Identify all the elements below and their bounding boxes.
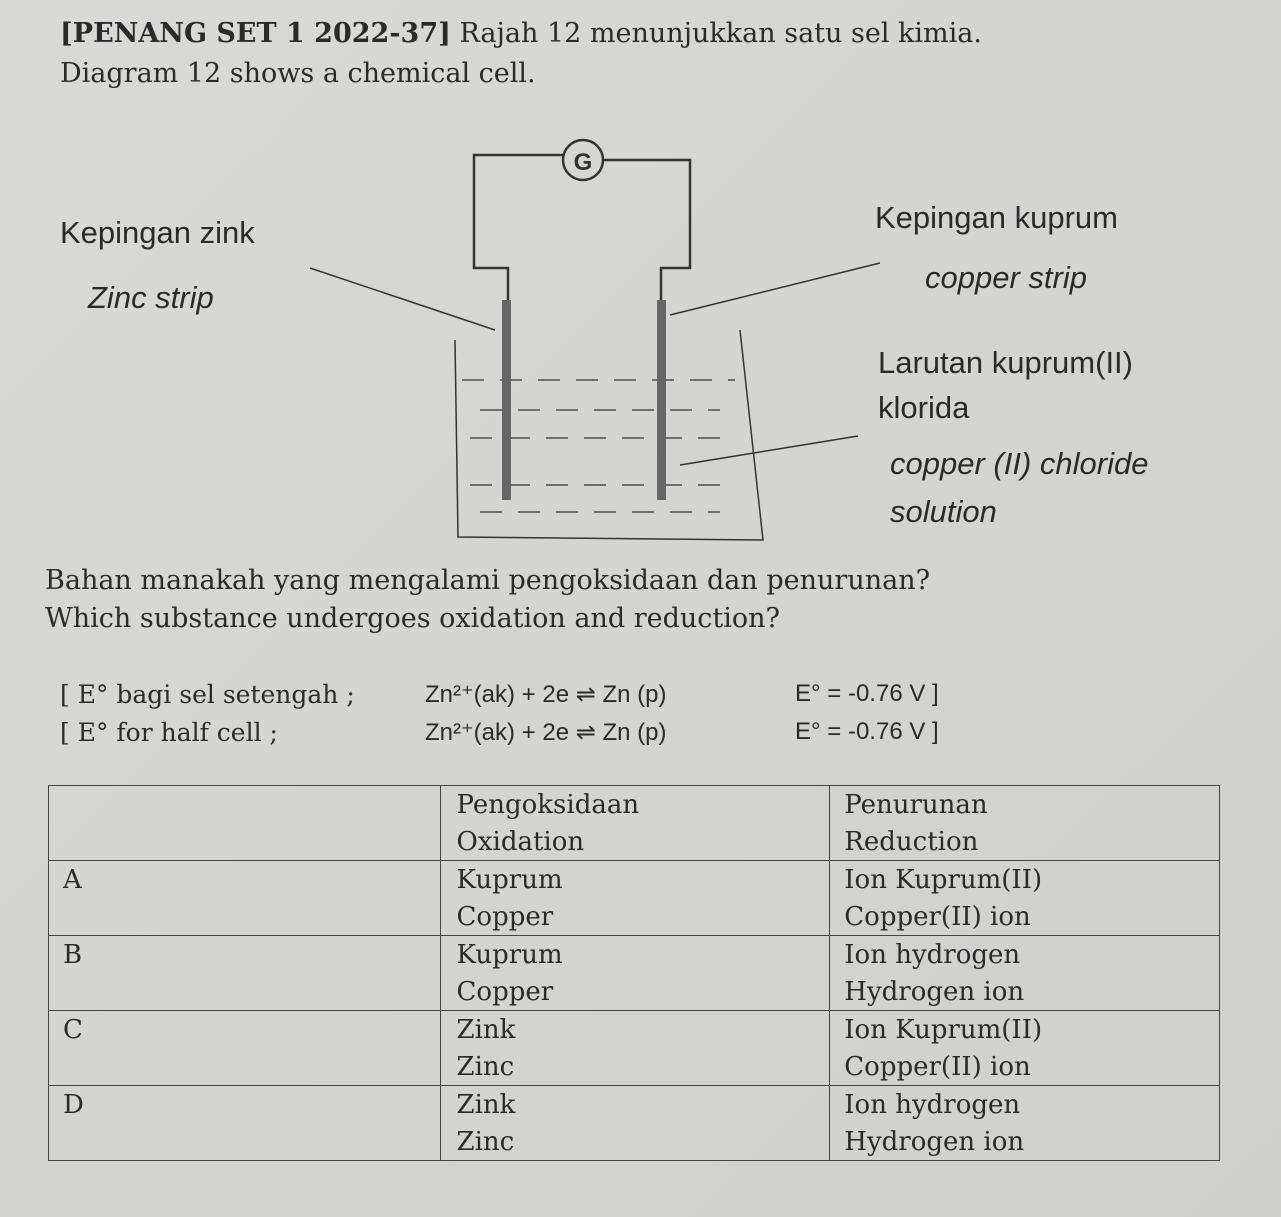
- left-wire: [474, 155, 563, 300]
- solution-label-en-1: copper (II) chloride: [890, 446, 1149, 481]
- half-equation-ms: Zn²⁺(ak) + 2e ⇌ Zn (p): [425, 681, 667, 708]
- solution-label-ms-1: Larutan kuprum(II): [878, 345, 1133, 380]
- info-label-en: [ E° for half cell ;: [60, 718, 278, 747]
- beaker: [455, 330, 763, 540]
- reduction-en: Hydrogen ion: [830, 973, 1220, 1011]
- solution-label-ms-2: klorida: [878, 390, 970, 425]
- reduction-ms: Ion hydrogen: [830, 1086, 1220, 1124]
- option-row-d[interactable]: [49, 1086, 1220, 1124]
- option-row-b[interactable]: [49, 936, 1220, 974]
- reduction-ms: Ion Kuprum(II): [830, 861, 1220, 899]
- header-reduction-ms: Penurunan: [830, 786, 1220, 824]
- reduction-en: Hydrogen ion: [830, 1123, 1220, 1161]
- copper-label-ms: Kepingan kuprum: [875, 200, 1118, 235]
- title-ms: Rajah 12 menunjukkan satu sel kimia.: [459, 18, 982, 49]
- electrode-potential-en: E° = -0.76 V ]: [795, 718, 939, 745]
- solution-label-en-2: solution: [890, 494, 997, 529]
- option-label: A: [49, 861, 441, 899]
- reduction-ms: Ion Kuprum(II): [830, 1011, 1220, 1049]
- question-source: [PENANG SET 1 2022-37]: [60, 18, 451, 49]
- oxidation-ms: Zink: [440, 1011, 830, 1049]
- zinc-label-ms: Kepingan zink: [60, 215, 255, 250]
- oxidation-en: Copper: [440, 898, 830, 936]
- electrode-potential-ms: E° = -0.76 V ]: [795, 680, 939, 707]
- header-reduction-en: Reduction: [830, 823, 1220, 861]
- oxidation-ms: Kuprum: [440, 861, 830, 899]
- oxidation-ms: Zink: [440, 1086, 830, 1124]
- oxidation-en: Zinc: [440, 1123, 830, 1161]
- prompt-ms: Bahan manakah yang mengalami pengoksidaan dan penurunan?: [45, 565, 931, 596]
- prompt-en: Which substance undergoes oxidation and reduction?: [45, 603, 781, 634]
- reduction-en: Copper(II) ion: [830, 1048, 1220, 1086]
- title-en: Diagram 12 shows a chemical cell.: [60, 58, 536, 89]
- option-row-a[interactable]: [49, 861, 1220, 899]
- copper-label-en: copper strip: [925, 260, 1087, 295]
- zinc-strip: [502, 300, 511, 500]
- galvanometer-label: G: [573, 149, 593, 176]
- zinc-label-en: Zinc strip: [88, 280, 214, 315]
- info-label-ms: [ E° bagi sel setengah ;: [60, 680, 355, 709]
- copper-strip: [657, 300, 666, 500]
- reduction-en: Copper(II) ion: [830, 898, 1220, 936]
- half-equation-en: Zn²⁺(ak) + 2e ⇌ Zn (p): [425, 719, 667, 746]
- header-oxidation-ms: Pengoksidaan: [440, 786, 830, 824]
- oxidation-en: Zinc: [440, 1048, 830, 1086]
- option-label: C: [49, 1011, 441, 1049]
- option-label: B: [49, 936, 441, 974]
- option-label: D: [49, 1086, 441, 1124]
- header-oxidation-en: Oxidation: [440, 823, 830, 861]
- reduction-ms: Ion hydrogen: [830, 936, 1220, 974]
- oxidation-ms: Kuprum: [440, 936, 830, 974]
- right-wire: [603, 160, 690, 300]
- oxidation-en: Copper: [440, 973, 830, 1011]
- option-row-c[interactable]: [49, 1011, 1220, 1049]
- answer-table: [48, 785, 1220, 1161]
